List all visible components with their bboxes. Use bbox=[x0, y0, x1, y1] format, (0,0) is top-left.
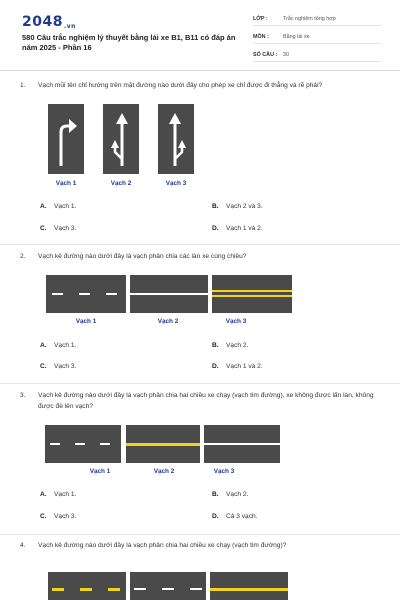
road-panel-2 bbox=[126, 425, 200, 463]
road-panel-3 bbox=[158, 104, 194, 174]
road-panel-1 bbox=[48, 572, 126, 600]
straight-right-arrow-icon bbox=[158, 104, 194, 174]
meta-value: 30 bbox=[283, 51, 289, 58]
caption: Vạch 1 bbox=[75, 318, 97, 325]
header bbox=[0, 0, 400, 71]
road-panel-1 bbox=[48, 104, 84, 174]
answer-option-a[interactable]: A. Vạch 1. bbox=[40, 491, 77, 498]
answer-option-b[interactable]: B. Vạch 2. bbox=[212, 491, 249, 498]
answer-option-d[interactable]: D. Vạch 1 và 2. bbox=[212, 225, 263, 232]
caption: Vạch 2 bbox=[157, 318, 179, 325]
meta-label: SỐ CÂU : bbox=[253, 51, 278, 58]
caption: Vạch 3 bbox=[213, 468, 235, 475]
divider bbox=[0, 244, 400, 245]
road-panel-3 bbox=[212, 275, 292, 313]
question-text: 2. Vạch kẻ đường nào dưới đây là vạch phân chia các làn xe cùng chiều? bbox=[20, 253, 247, 260]
meta-value: Bằng lái xe bbox=[283, 33, 310, 40]
caption: Vạch 3 bbox=[225, 318, 247, 325]
road-panel-1 bbox=[46, 275, 126, 313]
divider bbox=[0, 383, 400, 384]
answer-option-b[interactable]: B. Vạch 2 và 3. bbox=[212, 203, 263, 210]
site-logo[interactable]: 2048.vn bbox=[22, 14, 76, 30]
meta-row-subject bbox=[253, 30, 381, 44]
road-panel-3 bbox=[210, 572, 288, 600]
caption: Vạch 2 bbox=[153, 468, 175, 475]
meta-label: MÔN : bbox=[253, 33, 269, 40]
answer-option-c[interactable]: C. Vạch 3. bbox=[40, 225, 77, 232]
straight-left-arrow-icon bbox=[103, 104, 139, 174]
answer-option-c[interactable]: C. Vạch 3. bbox=[40, 363, 77, 370]
caption: Vạch 1 bbox=[55, 180, 77, 187]
caption: Vạch 3 bbox=[165, 180, 187, 187]
meta-row-count bbox=[253, 48, 381, 62]
meta-label: LỚP : bbox=[253, 15, 268, 22]
road-panel-1 bbox=[45, 425, 121, 463]
answer-option-c[interactable]: C. Vạch 3. bbox=[40, 513, 77, 520]
caption: Vạch 1 bbox=[89, 468, 111, 475]
meta-value: Trắc nghiệm tổng hợp bbox=[283, 15, 336, 22]
divider bbox=[0, 534, 400, 535]
road-panel-2 bbox=[130, 275, 208, 313]
answer-option-a[interactable]: A. Vạch 1. bbox=[40, 203, 77, 210]
meta-row-class bbox=[253, 12, 381, 26]
page-title: 580 Câu trắc nghiệm lý thuyết bằng lái xe B1, B11 có đáp án năm 2025 - Phần 16 bbox=[22, 33, 236, 52]
road-panel-2 bbox=[103, 104, 139, 174]
answer-option-b[interactable]: B. Vạch 2. bbox=[212, 342, 249, 349]
question-text: 3. Vạch kẻ đường nào dưới đây là vạch phân chia hai chiều xe chạy (vạch tim đường), xe không được lấn làn, không được đè lên vạch? bbox=[20, 392, 374, 410]
question-text: 1. Vạch mũi tên chỉ hướng trên mặt đường nào dưới đây cho phép xe chỉ được đi thẳng và rẽ phải? bbox=[20, 82, 323, 89]
caption: Vạch 2 bbox=[110, 180, 132, 187]
answer-option-d[interactable]: D. Cả 3 vạch. bbox=[212, 513, 258, 520]
road-panel-2 bbox=[130, 572, 206, 600]
answer-option-a[interactable]: A. Vạch 1. bbox=[40, 342, 77, 349]
answer-option-d[interactable]: D. Vạch 1 và 2. bbox=[212, 363, 263, 370]
question-text: 4. Vạch kẻ đường nào dưới đây là vạch phân chia hai chiều xe chạy (vạch tim đường)? bbox=[20, 542, 287, 549]
turn-right-arrow-icon bbox=[48, 104, 84, 174]
road-panel-3 bbox=[204, 425, 280, 463]
meta-info bbox=[253, 12, 381, 66]
